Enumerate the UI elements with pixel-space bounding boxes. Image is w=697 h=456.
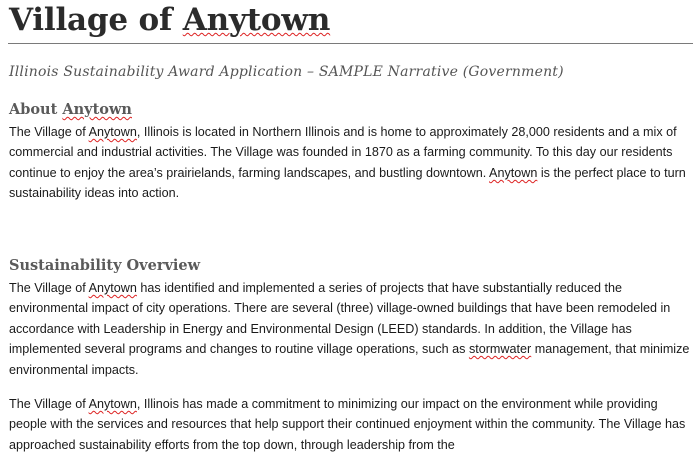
spellcheck-word: Anytown: [88, 281, 137, 295]
section-heading-sustainability: Sustainability Overview: [9, 257, 201, 274]
spellcheck-word: Anytown: [489, 165, 538, 180]
sustainability-paragraph-1: [9, 278, 693, 380]
document-title: [9, 2, 330, 38]
section-heading-about: [9, 101, 132, 118]
text-segment: , Illinois is located in Northern Illinois and is home to approximately 28,000 residents and a mix of commercial and industrial activities. The Village was founded in 1870 as a farming community. To this day our residents continue to enjoy the area’s prairielands, farming landscapes, and bustling downtown.: [9, 125, 677, 180]
sustainability-paragraph-2: [9, 394, 693, 455]
text-segment: , Illinois has made a commitment to minimizing our impact on the environment while providing people with the services and resources that help support their continued enjoyment within the community. The Village has approached sustainability efforts from the top down, through leadership from the: [9, 397, 686, 452]
text-segment: management, that minimize environmental impacts.: [9, 342, 690, 377]
title-name: Anytown: [182, 2, 331, 38]
spellcheck-word: Anytown: [88, 125, 137, 139]
text-segment: The Village of: [9, 397, 89, 411]
about-paragraph: [9, 122, 693, 204]
document-subtitle: Illinois Sustainability Award Application – SAMPLE Narrative (Government): [9, 64, 564, 80]
spellcheck-word: Anytown: [88, 397, 137, 411]
text-segment: has identified and implemented a series of projects that have substantially reduced the environmental impact of city operations. There are several (three) village-owned buildings that have been remodeled in accordance with Leadership in Energy and Environmental Design (LEED) standards. In addition, the Village has implemented several programs and changes to routine village operations, such as: [9, 281, 671, 357]
text-segment: The Village of: [9, 281, 89, 295]
title-prefix: Village of: [9, 2, 183, 38]
spellcheck-word: stormwater: [468, 342, 532, 357]
text-segment: The Village of: [9, 125, 89, 139]
text-segment: is the perfect place to turn sustainability ideas into action.: [9, 165, 686, 201]
heading-name: Anytown: [62, 101, 132, 118]
title-divider: [8, 43, 693, 44]
heading-prefix: About: [9, 101, 63, 118]
